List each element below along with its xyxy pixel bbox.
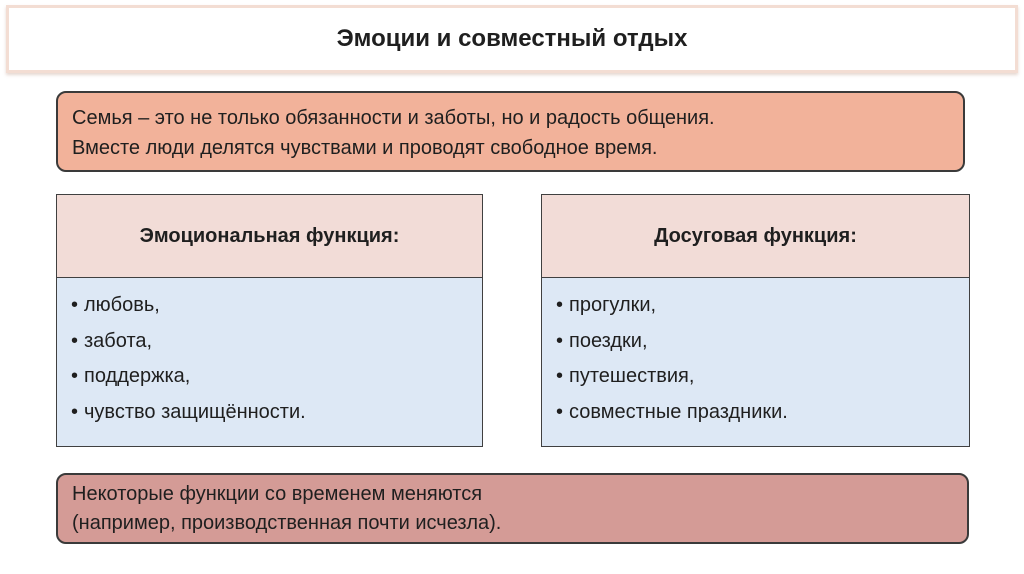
note-box xyxy=(56,473,969,544)
page-title: Эмоции и совместный отдых xyxy=(336,25,688,52)
intro-box xyxy=(56,91,965,172)
leisure-function-heading: Досуговая функция: xyxy=(542,195,969,278)
emotional-function-list xyxy=(57,278,482,430)
emotional-function-table xyxy=(56,194,483,447)
title-banner xyxy=(6,5,1018,73)
leisure-function-list xyxy=(542,278,969,430)
intro-line-1: Семья – это не только обязанности и заботы, но и радость общения. xyxy=(72,107,715,129)
list-item: • путешествия, xyxy=(556,359,969,395)
note-line-1: Некоторые функции со временем меняются xyxy=(72,483,483,505)
intro-line-2: Вместе люди делятся чувствами и проводят свободное время. xyxy=(72,137,658,159)
list-item: • любовь, xyxy=(71,288,482,324)
emotional-function-heading: Эмоциональная функция: xyxy=(57,195,482,278)
note-line-2: (например, производственная почти исчезла). xyxy=(72,512,502,534)
list-item: • чувство защищённости. xyxy=(71,395,482,431)
list-item: • прогулки, xyxy=(556,288,969,324)
list-item: • поездки, xyxy=(556,324,969,360)
list-item: • поддержка, xyxy=(71,359,482,395)
leisure-function-table xyxy=(541,194,970,447)
list-item: • совместные праздники. xyxy=(556,395,969,431)
list-item: • забота, xyxy=(71,324,482,360)
